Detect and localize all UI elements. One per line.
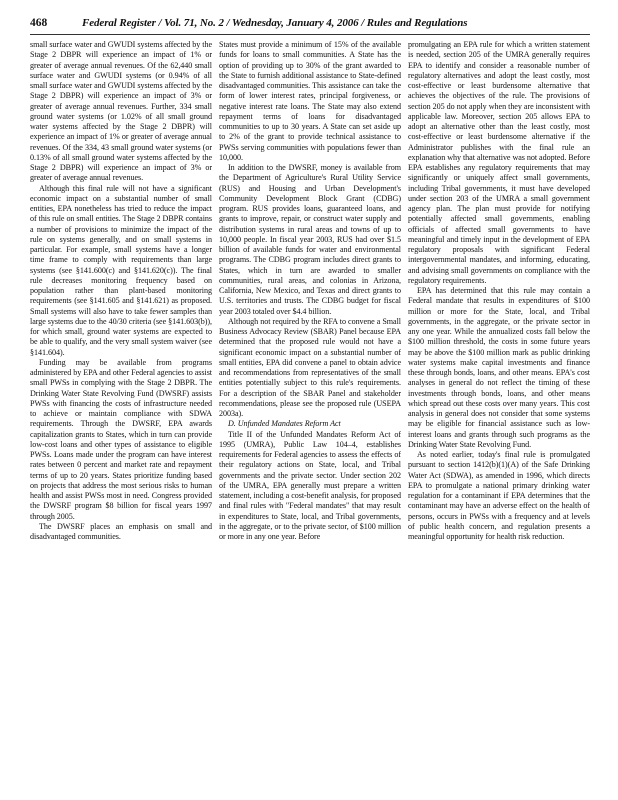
running-header: [30, 17, 590, 31]
paragraph: In addition to the DWSRF, money is available from the Department of Agriculture's Rural Utility Service (RUS) and Housing and Urban Development's Community Development Block Grant (CDBG) program. RUS provides loans, guaranteed loans, and grants to improve, repair, or construct water supply and distribution systems in rural areas and towns of up to 10,000 people. In fiscal year 2003, RUS had over $1.5 billion of available funds for water and environmental programs. The CDBG program includes direct grants to States, which in turn are awarded to smaller communities, rural areas, and colonias in Arizona, California, New Mexico, and Texas and direct grants to U.S. territories and trusts. The CDBG budget for fiscal year 2003 totaled over $4.4 billion.: [219, 163, 401, 316]
header-rule: [30, 34, 590, 35]
column-2: [219, 40, 401, 785]
paragraph: small surface water and GWUDI systems affected by the Stage 2 DBPR will experience an impact of 1% or greater of average annual revenues. Of the 62,440 small surface water and GWUDI systems (or 0.94% of all small surface water and GWUDI systems affected by the Stage 2 DBPR) will experience an impact of 3% or greater of average annual revenues. Further, 334 small ground water systems (or 1.02% of all small ground water systems affected by the Stage 2 DBPR) will experience an impact of 1% or greater of average annual revenues. Of the 334, 43 small ground water systems (or 0.13% of all small ground water systems affected by the Stage 2 DBPR) will experience an impact of 3% or greater of average annual revenues.: [30, 40, 212, 183]
paragraph: promulgating an EPA rule for which a written statement is needed, section 205 of the UMRA generally requires EPA to identify and consider a reasonable number of regulatory alternatives and adopt the least costly, most cost-effective or least burdensome alternative that achieves the objectives of the rule. The provisions of section 205 do not apply when they are inconsistent with applicable law. Moreover, section 205 allows EPA to adopt an alternative other than the least costly, most cost-effective or least burdensome alternative if the Administrator publishes with the final rule an explanation why that alternative was not adopted. Before EPA establishes any regulatory requirements that may significantly or uniquely affect small governments, including Tribal governments, it must have developed under section 203 of the UMRA a small government agency plan. The plan must provide for notifying potentially affected small governments, enabling officials of affected small governments to have meaningful and timely input in the development of EPA regulatory proposals with significant Federal intergovernmental mandates, and informing, educating, and advising small governments on compliance with the regulatory requirements.: [408, 40, 590, 285]
paragraph: Title II of the Unfunded Mandates Reform Act of 1995 (UMRA), Public Law 104–4, establishes requirements for Federal agencies to assess the effects of their regulatory actions on State, local, and Tribal governments and the private sector. Under section 202 of the UMRA, EPA generally must prepare a written statement, including a cost-benefit analysis, for proposed and final rules with "Federal mandates" that may result in expenditures to State, local, and Tribal governments, in the aggregate, or to the private sector, of $100 million or more in any one year. Before: [219, 429, 401, 541]
paragraph: Although not required by the RFA to convene a Small Business Advocacy Review (SBAR) Panel because EPA determined that the proposed rule would not have a significant economic impact on a substantial number of small entities, EPA did convene a panel to obtain advice and recommendations from representatives of the small entities potentially subject to this rule's requirements. For a description of the SBAR Panel and stakeholder recommendations, please see the proposed rule (USEPA 2003a).: [219, 316, 401, 418]
page-number: 468: [30, 17, 48, 29]
body-columns: [30, 40, 590, 785]
column-3: [408, 40, 590, 785]
paragraph: EPA has determined that this rule may contain a Federal mandate that results in expenditures of $100 million or more for the State, local, and Tribal governments, in the aggregate, or the private sector in any one year. While the annualized costs fall below the $100 million threshold, the costs in some future years may be above the $100 million mark as public drinking water systems make capital investments and finance these through bonds, loans, and other means. EPA's cost analyses in general do not reflect the timing of these investments through bonds, loans, and other means which spread out these costs over many years. This cost analysis in general does not consider that some systems may be eligible for financial assistance such as low-interest loans and grants through such programs as the Drinking Water State Revolving Fund.: [408, 286, 590, 449]
section-heading-umra: D. Unfunded Mandates Reform Act: [228, 419, 341, 429]
column-1: [30, 40, 212, 785]
paragraph: Funding may be available from programs administered by EPA and other Federal agencies to assist small PWSs in complying with the Stage 2 DBPR. The Drinking Water State Revolving Fund (DWSRF) assists PWSs with financing the costs of infrastructure needed to achieve or maintain compliance with SDWA requirements. Through the DWSRF, EPA awards capitalization grants to States, which in turn can provide low-cost loans and other types of assistance to eligible PWSs. Loans made under the program can have interest rates between 0 percent and market rate and repayment terms of up to 20 years. States prioritize funding based on projects that address the most serious risks to human health and assist PWSs most in need. Congress provided the DWSRF program $8 billion for fiscal years 1997 through 2005.: [30, 357, 212, 521]
paragraph: As noted earlier, today's final rule is promulgated pursuant to section 1412(b)(1)(A) of the Safe Drinking Water Act (SDWA), as amended in 1996, which directs EPA to promulgate a national primary drinking water regulation for a contaminant if EPA determines that the contaminant may have an adverse effect on the health of persons, occurs in PWSs with a frequency and at levels of public health concern, and regulation presents a meaningful opportunity for health risk reduction.: [408, 450, 590, 541]
paragraph: States must provide a minimum of 15% of the available funds for loans to small communities. A State has the option of providing up to 30% of the grant awarded to the State to furnish additional assistance to State-defined disadvantaged communities. This assistance can take the form of lower interest rates, principal forgiveness, or negative interest rate loans. The State may also extend repayment terms of loans for disadvantaged communities to up to 30 years. A State can set aside up to 2% of the grant to provide technical assistance to PWSs serving communities with populations fewer than 10,000.: [219, 40, 401, 162]
running-head: Federal Register / Vol. 71, No. 2 / Wednesday, January 4, 2006 / Rules and Regulations: [82, 17, 468, 29]
paragraph: The DWSRF places an emphasis on small and disadvantaged communities.: [30, 521, 212, 541]
paragraph: Although this final rule will not have a significant economic impact on a substantial number of small entities, EPA nonetheless has tried to reduce the impact of this rule on small entities. The Stage 2 DBPR contains a number of provisions to minimize the impact of the rule on systems generally, and on small systems in particular. For example, small systems have a longer time frame to comply with requirements than large systems (see §141.600(c) and §141.620(c)). The final rule decreases monitoring frequency based on population rather than plant-based monitoring requirements (see §141.605 and §141.621) as proposed. Small systems will also have to take fewer samples than large systems due to the 40/30 criteria (see §141.603(b)), for which small, ground water systems are expected to be able to qualify, and the very small system waiver (see §141.604).: [30, 183, 212, 357]
